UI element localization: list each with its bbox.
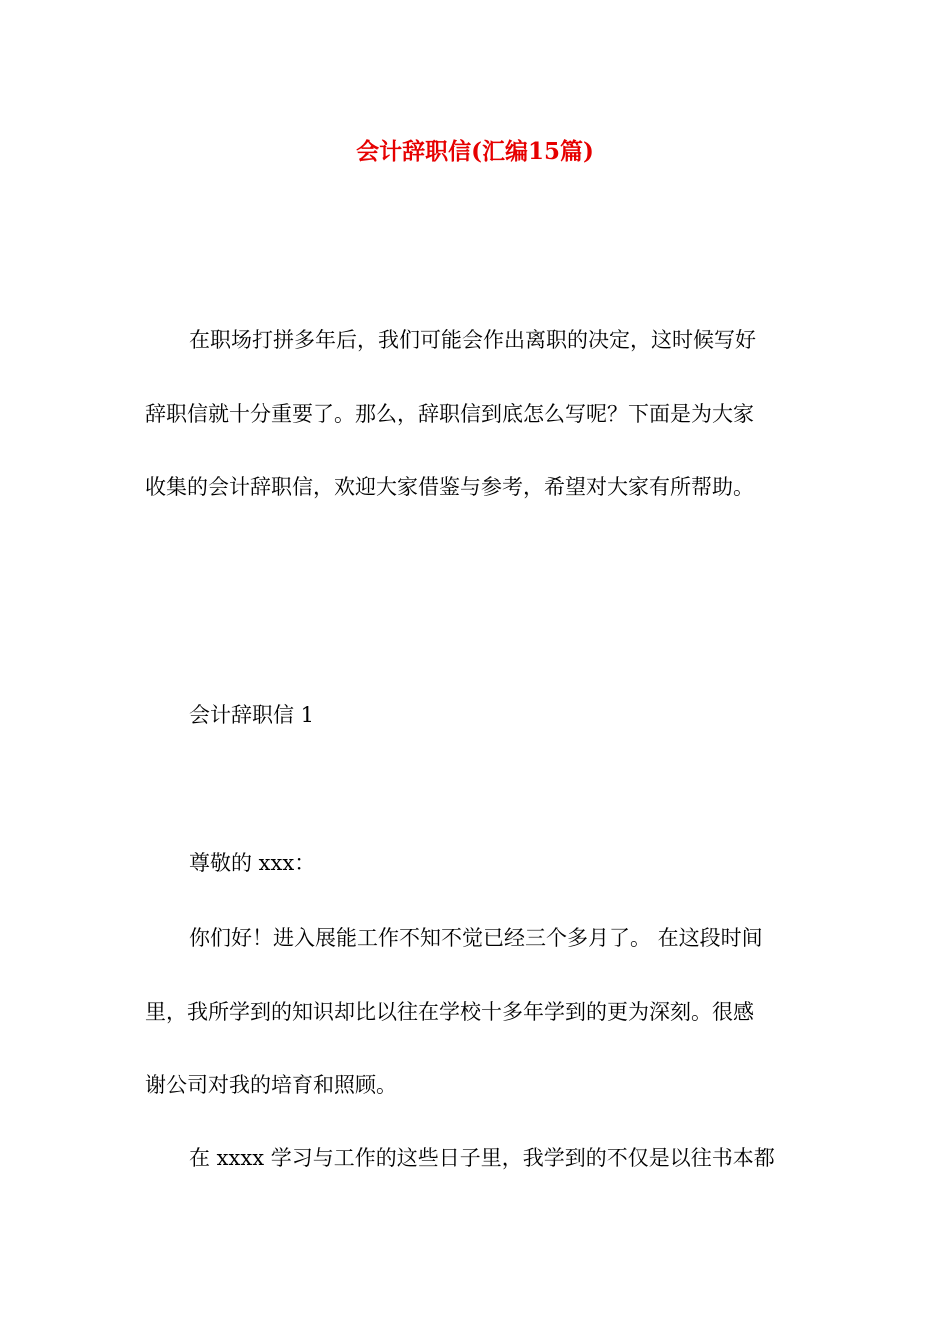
body-line: 在 xxxx 学习与工作的这些日子里，我学到的不仅是以往书本都 [189,1146,775,1170]
body-paragraph-2 [145,1122,807,1196]
section-heading: 会计辞职信 1 [189,703,315,727]
intro-line: 在职场打拼多年后，我们可能会作出离职的决定，这时候写好 [189,328,756,352]
intro-line: 收集的会计辞职信，欢迎大家借鉴与参考，希望对大家有所帮助。 [145,475,754,499]
intro-line: 辞职信就十分重要了。那么，辞职信到底怎么写呢？下面是为大家 [145,401,754,426]
intro-paragraph [145,304,807,525]
body-line: 里，我所学到的知识却比以往在学校十多年学到的更为深刻。很感 [145,999,754,1024]
body-paragraph-1 [145,902,807,1123]
document-title: 会计辞职信(汇编15篇) [356,138,594,165]
salutation: 尊敬的 xxx： [189,851,316,875]
body-line: 谢公司对我的培育和照顾。 [145,1073,397,1097]
body-line: 你们好！进入展能工作不知不觉已经三个多月了。 在这段时间 [189,926,763,950]
